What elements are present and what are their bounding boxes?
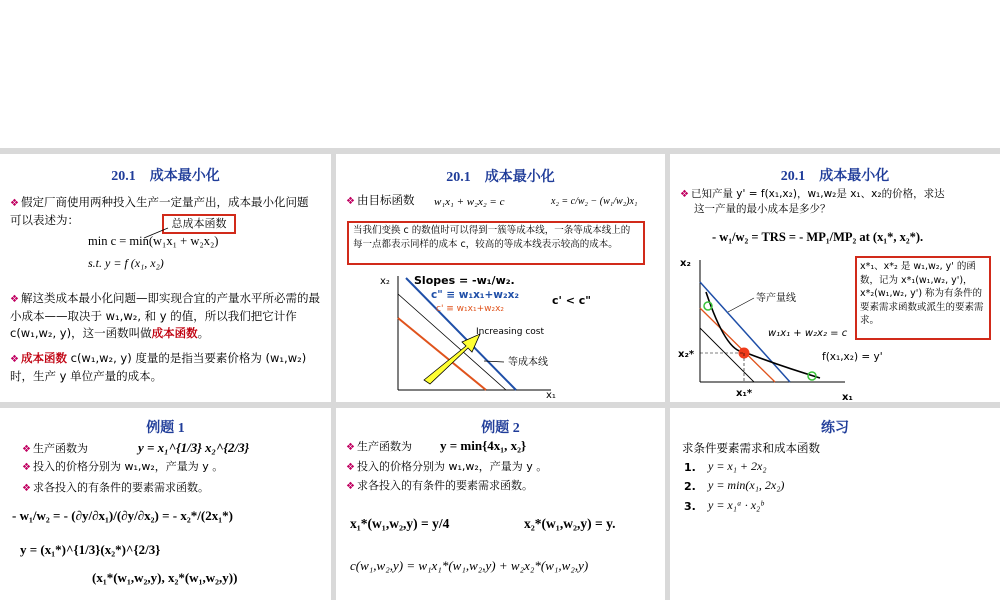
- bullet-icon: ❖: [346, 481, 355, 492]
- bullet-production-function: [22, 440, 88, 458]
- objective-formula: min c = min(w₁x₁ + w₂x₂): [88, 234, 219, 248]
- budget-line-label: w₁x₁ + w₂x₂ = c: [768, 328, 848, 339]
- budget-line-orange: [700, 308, 775, 382]
- slide-title: 例题 2: [481, 421, 520, 436]
- exercise-lead: 求条件要素需求和成本函数: [682, 441, 820, 455]
- box-text: 当我们变换 c 的数值时可以得到一簇等成本线，一条等成本线上的每一点都表示同样的成本 c，较高的等成本线表示较高的成本。: [353, 225, 631, 250]
- increasing-cost-label: Increasing cost: [476, 327, 545, 337]
- c-prime-label: c' ≡ w₁x₁+w₂x₂: [436, 304, 505, 314]
- bullet-icon: ❖: [22, 444, 31, 455]
- bullet-prices: [22, 458, 223, 476]
- lead-text: [346, 192, 414, 210]
- isocost-equation: w₁x₁ + w₂x₂ = c: [434, 196, 505, 208]
- y-axis-label: x₂: [380, 276, 390, 287]
- optimality-condition: - w₁/w₂ = - (∂y/∂x₁)/(∂y/∂x₂) = - x₂*/(2x₁*): [12, 508, 233, 523]
- lead-label: 已知产量 y' = f(x₁,x₂)，w₁,w₂是 x₁、x₂的价格，求达: [690, 188, 945, 200]
- bullet-icon: ❖: [22, 462, 31, 473]
- slide-title: 20.1 成本最小化: [446, 170, 555, 185]
- bullet-icon: ❖: [10, 198, 19, 209]
- x2-star-label: x₂*: [678, 349, 695, 360]
- slide-title: 20.1 成本最小化: [780, 169, 890, 184]
- b2-label: 投入的价格分别为 w₁,w₂，产量为 y 。: [32, 460, 224, 473]
- isoquant-label: 等产量线: [756, 293, 796, 304]
- callout-total-cost-function: [162, 214, 236, 234]
- demand-pair: (x₁*(w₁,w₂,y), x₂*(w₁,w₂,y)): [92, 570, 238, 585]
- slide-title: 例题 1: [146, 421, 185, 436]
- slide-exercise[interactable]: [670, 408, 1000, 600]
- bullet-task: [346, 477, 533, 495]
- bullet-icon: ❖: [10, 354, 19, 365]
- x-axis-label: x₁: [546, 390, 556, 398]
- bullet-task: [22, 479, 209, 497]
- isoquant-pointer: [728, 298, 754, 312]
- isocost-chart: [376, 266, 636, 398]
- slide-title: 20.1 成本最小化: [111, 169, 220, 184]
- slopes-label: Slopes = -w₁/w₂.: [414, 274, 515, 287]
- bullet-icon: ❖: [22, 483, 31, 494]
- demand-x1: x₁*(w₁,w₂,y) = y/4: [350, 516, 450, 531]
- bullet-icon: ❖: [680, 189, 689, 200]
- exercise-item-3: y = x₁ᵃ · x₂ᵇ: [708, 498, 764, 512]
- conditional-demand-box: [855, 256, 991, 340]
- slide-example-1[interactable]: [0, 408, 331, 600]
- slide-cost-minimization-3[interactable]: [670, 154, 1000, 402]
- lead-text: [680, 187, 995, 217]
- b3-label: 求各投入的有条件的要素需求函数。: [356, 479, 533, 492]
- para2-text: 解这类成本最小化问题—即实现合宜的产量水平所必需的最小成本——取决于 w₁,w₂, 和 y 的值，所以我们把它计作 c(w₁,w₂, y)，这一函数叫做: [10, 291, 320, 340]
- cost-function: c(w₁,w₂,y) = w₁x₁*(w₁,w₂,y) + w₂x₂*(w₁,w₂,y): [350, 558, 589, 573]
- isocost-solved-equation: x₂ = c/w₂ − (w₁/w₂)x₁: [551, 196, 638, 207]
- b1-label: 生产函数为: [356, 440, 412, 453]
- intro-label: 假定厂商使用两种投入生产一定量产出，成本最小化问题可以表述为：: [10, 195, 309, 227]
- slide-cost-minimization-1[interactable]: [0, 154, 331, 402]
- production-function: y = min{4x₁, x₂}: [440, 438, 527, 453]
- callout-label: 总成本函数: [171, 217, 227, 230]
- exercise-item-1: y = x₁ + 2x₂: [708, 459, 767, 473]
- slide-example-2[interactable]: [336, 408, 665, 600]
- exercise-item-2: y = min(x₁, 2x₂): [708, 478, 785, 492]
- exercise-item-3-number: 3.: [684, 500, 696, 513]
- paragraph-cost-definition: [10, 350, 322, 385]
- y-axis-label: x₂: [680, 258, 691, 269]
- b3-label: 求各投入的有条件的要素需求函数。: [32, 481, 209, 494]
- para3-text: c(w₁,w₂, y) 度量的是指当要素价格为 (w₁,w₂) 时，生产 y 单位产量的成本。: [10, 351, 307, 383]
- isocost-label: 等成本线: [508, 357, 548, 368]
- production-constraint: y = (x₁*)^{1/3}(x₂*)^{2/3}: [20, 542, 161, 557]
- b2-label: 投入的价格分别为 w₁,w₂，产量为 y 。: [356, 460, 548, 473]
- bullet-icon: ❖: [346, 196, 355, 207]
- cost-function-term: 成本函数: [151, 326, 198, 340]
- exercise-item-1-number: 1.: [684, 461, 696, 474]
- cost-function-term-2: 成本函数: [20, 351, 67, 365]
- bullet-icon: ❖: [10, 294, 19, 305]
- isocost-line-c-prime: [398, 318, 486, 390]
- bullet-production-function: [346, 438, 412, 456]
- slide-cost-minimization-2[interactable]: [336, 154, 665, 402]
- x-axis-label: x₁: [842, 392, 853, 402]
- bullet-icon: ❖: [346, 462, 355, 473]
- intro-text: [10, 194, 310, 229]
- bullet-icon: ❖: [346, 442, 355, 453]
- isocost-explanation-box: [347, 221, 645, 265]
- slide-title: 练习: [821, 421, 849, 436]
- demand-x2: x₂*(w₁,w₂,y) = y.: [524, 516, 616, 531]
- lead-label-2: 这一产量的最小成本是多少？: [694, 203, 831, 215]
- c-double-prime-label: c" ≡ w₁x₁+w₂x₂: [431, 289, 519, 301]
- x1-star-label: x₁*: [736, 388, 753, 399]
- box-text: x*₁、x*₂ 是 w₁,w₂, y' 的函数，记为 x*₁(w₁,w₂, y')，x*₂(w₁,w₂, y') 称为有条件的要素需求函数或派生的要素需求。: [860, 261, 984, 326]
- exercise-item-2-number: 2.: [684, 480, 696, 493]
- paragraph-cost-function: ❖ 解这类成本最小化问题—即实现合宜的产量水平所必需的最小成本——取决于 w₁,w₂, 和 y 的值，所以我们把它计作 c(w₁,w₂, y)，这一函数叫做成本函数。: [10, 291, 320, 340]
- constraint-formula: s.t. y = f (x₁, x₂): [88, 256, 164, 270]
- production-label: f(x₁,x₂) = y': [822, 351, 883, 363]
- production-function: y = x₁^{1/3} x₂^{2/3}: [138, 440, 250, 455]
- trs-condition: - w₁/w₂ = TRS = - MP₁/MP₂ at (x₁*, x₂*).: [712, 230, 924, 244]
- lead-label: 由目标函数: [356, 193, 415, 207]
- comparison-label: c' < c": [552, 294, 592, 307]
- b1-label: 生产函数为: [32, 442, 88, 455]
- bullet-prices: [346, 458, 547, 476]
